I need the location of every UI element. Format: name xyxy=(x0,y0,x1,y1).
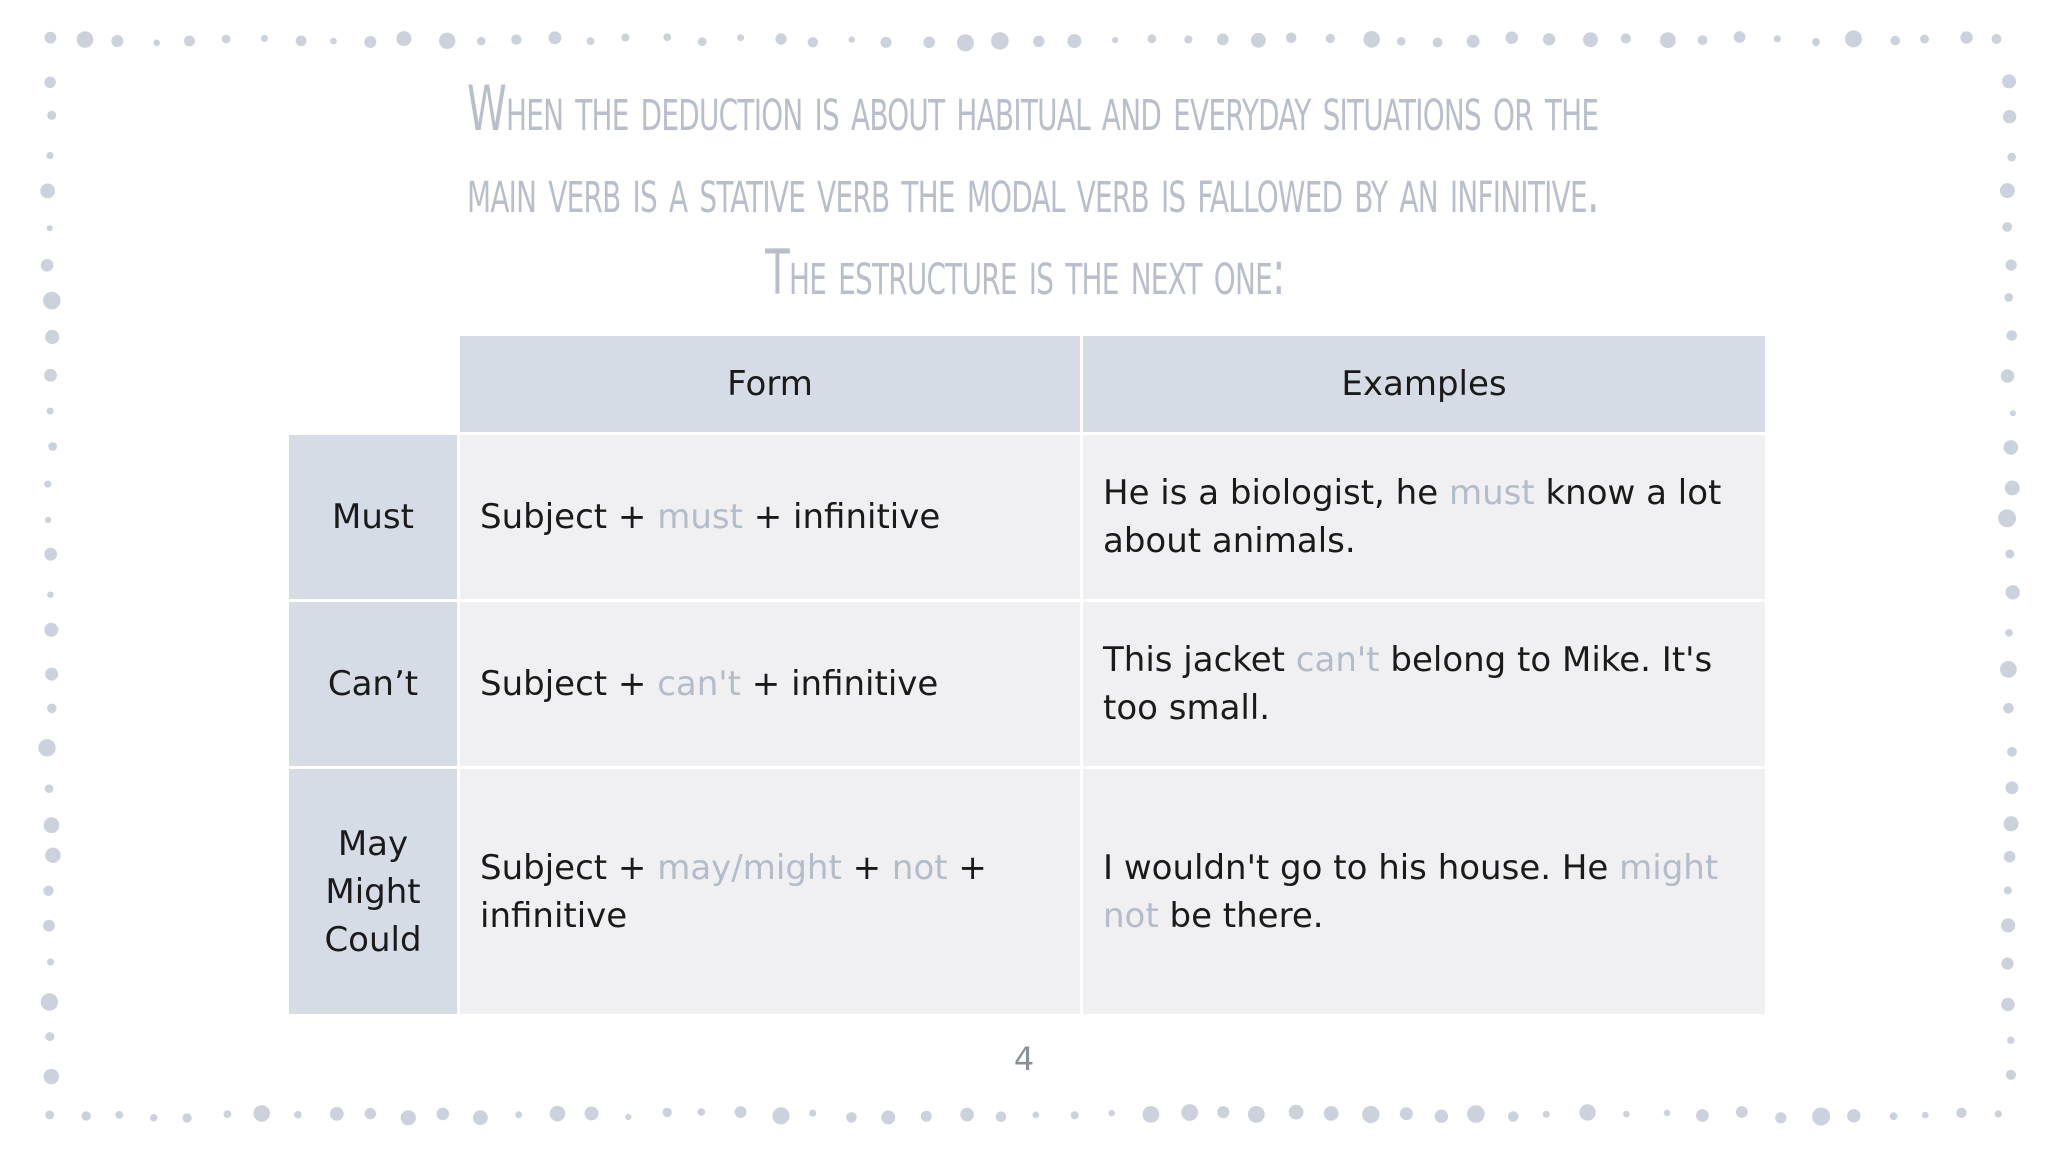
border-dot xyxy=(1181,1104,1198,1121)
border-dot xyxy=(2002,74,2016,88)
row-label-text: Must xyxy=(332,497,414,537)
border-dot xyxy=(2003,110,2016,123)
border-dot xyxy=(1891,36,1901,46)
table-corner-cell xyxy=(288,335,459,434)
border-dot xyxy=(153,40,160,47)
border-dot xyxy=(1067,34,1081,48)
border-dot xyxy=(1774,35,1781,42)
border-dot xyxy=(663,1108,672,1117)
example-text: be there. xyxy=(1158,895,1324,936)
border-dot xyxy=(1579,1104,1595,1120)
border-dot xyxy=(182,1113,191,1122)
border-dot xyxy=(2002,222,2012,232)
border-dot xyxy=(45,668,58,681)
border-dot xyxy=(775,33,786,44)
border-dot xyxy=(1289,1105,1304,1120)
border-dot xyxy=(1621,33,1631,43)
border-dot xyxy=(41,993,58,1010)
border-dot xyxy=(515,1111,522,1118)
border-dot xyxy=(2001,369,2015,383)
example-modal-highlight: must xyxy=(1448,473,1535,513)
border-dot xyxy=(1033,36,1044,47)
border-dot xyxy=(150,1114,157,1121)
row-label-text: Might xyxy=(325,871,421,912)
border-dot xyxy=(439,33,455,49)
border-dot xyxy=(1543,1111,1550,1118)
border-dot xyxy=(996,1111,1007,1122)
border-dot xyxy=(1217,34,1229,46)
border-dot xyxy=(846,1112,857,1123)
border-dot xyxy=(47,408,54,415)
border-dot xyxy=(401,1110,416,1125)
border-dot xyxy=(1505,31,1518,44)
row-label-text: Could xyxy=(324,919,422,960)
form-modal-highlight: can't xyxy=(657,664,741,704)
example-modal-highlight: can't xyxy=(1295,640,1380,680)
border-dot xyxy=(2004,816,2019,831)
table-header-row xyxy=(288,335,1767,434)
form-modal-highlight: may/might xyxy=(657,847,842,888)
border-dot xyxy=(957,34,974,51)
border-dot xyxy=(1184,35,1192,43)
header-form: Form xyxy=(459,335,1082,434)
border-dot xyxy=(2010,410,2016,416)
border-dot xyxy=(437,1108,450,1121)
example-text: know a lot about animals. xyxy=(1103,473,1722,561)
border-dot xyxy=(222,35,231,44)
form-cell-cant xyxy=(459,601,1082,768)
border-dot xyxy=(45,517,51,523)
border-dot xyxy=(294,1111,302,1119)
border-dot xyxy=(77,31,94,48)
border-dot xyxy=(115,1111,123,1119)
border-dot xyxy=(47,592,53,598)
border-dot xyxy=(1143,1106,1160,1123)
border-dot xyxy=(1324,1106,1339,1121)
table-row xyxy=(288,768,1767,1016)
slide-title xyxy=(467,68,1599,314)
border-dot xyxy=(1623,1111,1630,1118)
form-text: + infinitive xyxy=(480,847,987,936)
border-dot xyxy=(1033,1112,1040,1119)
border-dot xyxy=(1400,1107,1413,1120)
form-text: + xyxy=(841,847,892,888)
header-examples: Examples xyxy=(1082,335,1767,434)
border-dot xyxy=(1736,1106,1748,1118)
border-dot xyxy=(2000,183,2015,198)
border-dot xyxy=(663,33,671,41)
border-dot xyxy=(44,548,57,561)
row-label-must xyxy=(288,434,459,601)
border-dot xyxy=(621,34,629,42)
border-dot xyxy=(44,623,58,637)
border-dot xyxy=(881,37,892,48)
border-dot xyxy=(1812,38,1820,46)
border-dot xyxy=(44,369,57,382)
example-modal-highlight: might not xyxy=(1103,847,1719,936)
border-dot xyxy=(1890,1112,1898,1120)
title-line-2: main verb is a stative verb the modal verb is fallowed by an infinitive. xyxy=(467,154,1599,227)
border-dot xyxy=(511,34,521,44)
border-dot xyxy=(47,704,57,714)
form-text: + infinitive xyxy=(742,497,941,537)
border-dot xyxy=(1960,31,1972,43)
border-dot xyxy=(44,817,60,833)
table-row xyxy=(288,434,1767,601)
example-cell-cant xyxy=(1082,601,1767,768)
border-dot xyxy=(1995,1110,2002,1117)
border-dot xyxy=(224,1110,232,1118)
border-dot xyxy=(1217,1106,1229,1118)
border-dot xyxy=(1397,37,1406,46)
border-dot xyxy=(2003,703,2014,714)
border-dot xyxy=(1433,38,1443,48)
border-dot xyxy=(44,481,51,488)
border-dot xyxy=(2001,958,2013,970)
border-dot xyxy=(1286,33,1297,44)
border-dot xyxy=(1664,1110,1671,1117)
form-text: Subject + xyxy=(480,847,658,888)
border-dot xyxy=(1508,1111,1519,1122)
border-dot xyxy=(587,37,595,45)
border-dot xyxy=(2000,661,2017,678)
border-dot xyxy=(2001,918,2015,932)
border-dot xyxy=(47,958,54,965)
border-dot xyxy=(548,31,561,44)
border-dot xyxy=(1147,34,1156,43)
border-dot xyxy=(2005,550,2014,559)
border-dot xyxy=(1956,1108,1966,1118)
border-dot xyxy=(2006,260,2017,271)
page-number: 4 xyxy=(1013,1040,1035,1078)
border-dot xyxy=(1251,33,1266,48)
border-dot xyxy=(2005,629,2013,637)
row-label-may-might-could xyxy=(288,768,459,1016)
border-dot xyxy=(2004,851,2016,863)
row-label-cant xyxy=(288,601,459,768)
example-text: This jacket xyxy=(1103,640,1296,680)
border-dot xyxy=(1583,32,1598,47)
border-dot xyxy=(772,1107,789,1124)
border-dot xyxy=(921,1111,932,1122)
border-dot xyxy=(184,36,195,47)
border-dot xyxy=(849,36,855,42)
border-dot xyxy=(364,36,376,48)
border-dot xyxy=(477,37,486,46)
form-modal-highlight: must xyxy=(657,497,743,537)
border-dot xyxy=(2006,330,2017,341)
border-dot xyxy=(1248,1106,1265,1123)
title-line-3: The estructure is the next one: xyxy=(765,236,1285,309)
border-dot xyxy=(38,739,55,756)
border-dot xyxy=(1435,1110,1448,1123)
border-dot xyxy=(47,111,56,120)
border-dot xyxy=(365,1108,376,1119)
title-line-1: When the deduction is about habitual and everyday situations or the xyxy=(467,72,1599,145)
border-dot xyxy=(47,225,53,231)
border-dot xyxy=(2005,481,2020,496)
form-cell-must xyxy=(459,434,1082,601)
border-dot xyxy=(296,36,307,47)
border-dot xyxy=(960,1108,974,1122)
border-dot xyxy=(1109,1110,1115,1116)
border-dot xyxy=(698,1108,706,1116)
border-dot xyxy=(1696,1109,1709,1122)
border-dot xyxy=(923,37,935,49)
border-dot xyxy=(1812,1108,1830,1126)
border-dot xyxy=(253,1105,270,1122)
form-text: Subject + xyxy=(480,497,658,537)
border-dot xyxy=(1467,35,1480,48)
border-dot xyxy=(1326,34,1335,43)
example-text: belong to Mike. It's too small. xyxy=(1103,640,1713,728)
border-dot xyxy=(1071,1111,1079,1119)
border-dot xyxy=(1734,31,1746,43)
border-dot xyxy=(585,1106,599,1120)
example-text: He is a biologist, he xyxy=(1103,473,1449,513)
border-dot xyxy=(881,1110,895,1124)
border-dot xyxy=(45,848,60,863)
border-dot xyxy=(40,184,55,199)
border-dot xyxy=(2004,293,2013,302)
border-dot xyxy=(991,32,1009,50)
border-dot xyxy=(1660,32,1676,48)
border-dot xyxy=(41,259,54,272)
border-dot xyxy=(1920,35,1929,44)
border-dot xyxy=(46,152,53,159)
border-dot xyxy=(45,32,57,44)
border-dot xyxy=(261,35,268,42)
border-dot xyxy=(111,35,123,47)
border-dot xyxy=(396,31,411,46)
form-cell-may-might-could xyxy=(459,768,1082,1016)
border-dot xyxy=(330,1107,344,1121)
border-dot xyxy=(808,37,818,47)
form-text: Subject + xyxy=(480,664,658,704)
border-dot xyxy=(1998,509,2016,527)
border-dot xyxy=(1362,1106,1379,1123)
border-dot xyxy=(330,38,337,45)
border-dot xyxy=(473,1110,488,1125)
modal-deduction-table xyxy=(286,333,1768,1017)
border-dot xyxy=(2006,585,2020,599)
border-dot xyxy=(45,1111,54,1120)
border-dot xyxy=(43,292,61,310)
border-dot xyxy=(625,1114,631,1120)
border-dot xyxy=(82,1111,91,1120)
border-dot xyxy=(45,330,59,344)
border-dot xyxy=(2004,440,2019,455)
form-negation-highlight: not xyxy=(891,847,948,888)
border-dot xyxy=(1363,31,1380,48)
row-label-text: Can’t xyxy=(327,664,419,704)
border-dot xyxy=(45,784,54,793)
example-text: I wouldn't go to his house. He xyxy=(1103,847,1620,888)
border-dot xyxy=(1775,1112,1786,1123)
border-dot xyxy=(2004,886,2012,894)
border-dot xyxy=(1992,34,2002,44)
table-row xyxy=(288,601,1767,768)
border-dot xyxy=(2006,781,2019,794)
border-dot xyxy=(1112,37,1118,43)
example-cell-may-might-could xyxy=(1082,768,1767,1016)
border-dot xyxy=(550,1106,566,1122)
example-cell-must xyxy=(1082,434,1767,601)
border-dot xyxy=(2001,998,2015,1012)
border-dot xyxy=(44,77,56,89)
border-dot xyxy=(1845,30,1862,47)
border-dot xyxy=(809,1110,816,1117)
border-dot xyxy=(1543,33,1555,45)
border-dot xyxy=(2007,153,2016,162)
border-dot xyxy=(43,920,55,932)
form-text: + infinitive xyxy=(740,664,939,704)
border-dot xyxy=(735,1106,747,1118)
border-dot xyxy=(2007,747,2017,757)
border-dot xyxy=(43,886,53,896)
border-dot xyxy=(1467,1105,1485,1123)
row-label-text: May xyxy=(337,823,409,864)
border-dot xyxy=(1698,35,1708,45)
border-dot xyxy=(1847,1109,1860,1122)
border-dot xyxy=(1922,1112,1929,1119)
border-dot xyxy=(48,442,57,451)
border-dot xyxy=(737,34,744,41)
border-dot xyxy=(698,37,707,46)
